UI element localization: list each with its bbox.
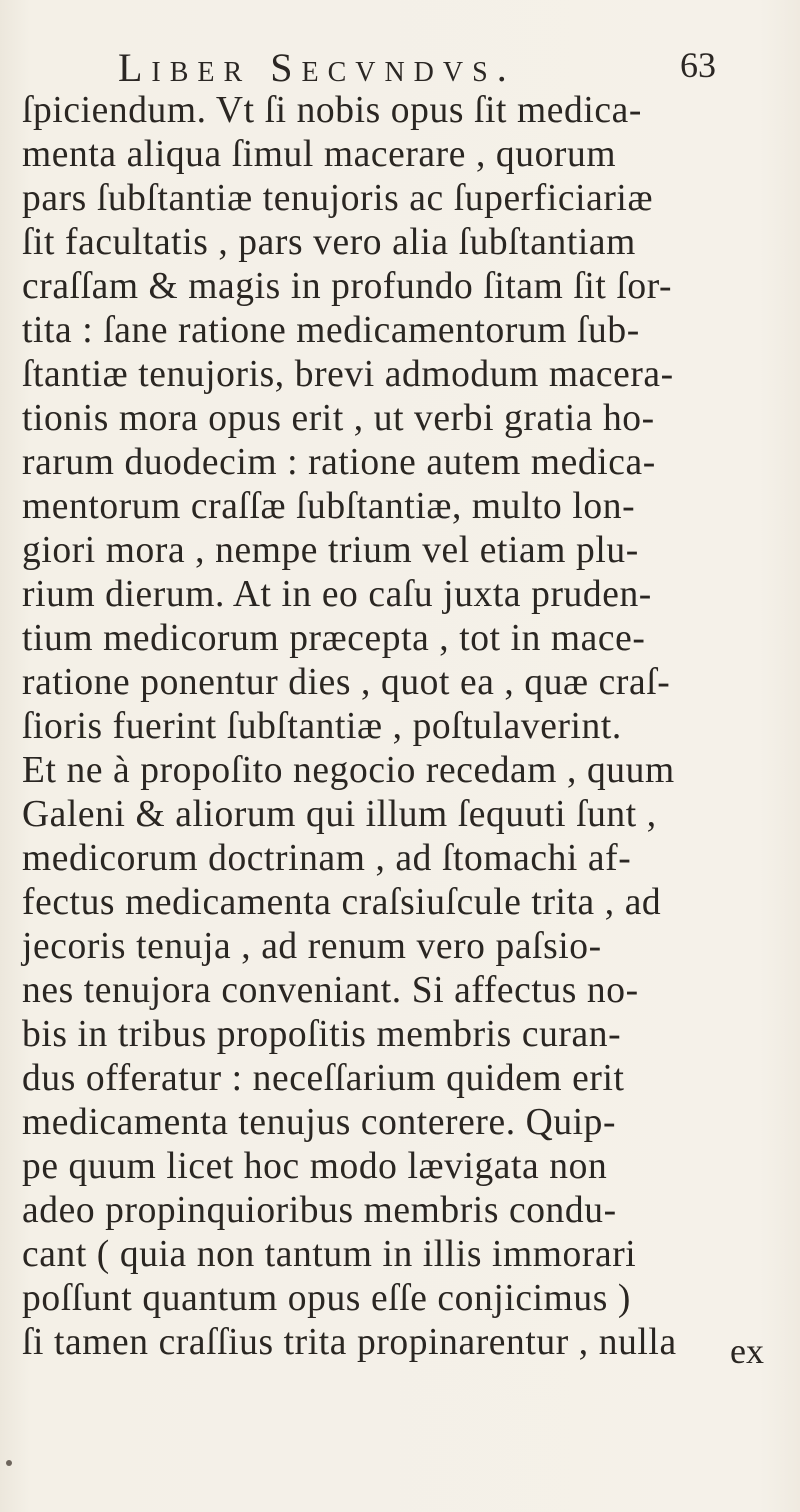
catchword: ex	[730, 1331, 764, 1371]
text-line: Et ne à propoſito negocio recedam , quum	[22, 749, 675, 791]
ink-speck	[6, 1460, 12, 1466]
text-line: ſtantiæ tenujoris, brevi admodum macera-	[22, 353, 674, 395]
text-line: ſi tamen craſſius trita propinarentur , nulla	[22, 1321, 677, 1363]
text-line: rarum duodecim : ratione autem medica-	[22, 441, 656, 483]
running-head: Liber Secvndvs.	[118, 45, 516, 90]
text-line: poſſunt quantum opus eſſe conjicimus )	[22, 1277, 631, 1319]
text-line: cant ( quia non tantum in illis immorari	[22, 1233, 637, 1275]
text-line: nes tenujora conveniant. Si affectus no-	[22, 969, 639, 1011]
text-line: dus offeratur : neceſſarium quidem erit	[22, 1057, 625, 1099]
text-line: ſioris fuerint ſubſtantiæ , poſtulaverint.	[22, 705, 622, 747]
text-line: rium dierum. At in eo caſu juxta pruden-	[22, 573, 652, 615]
text-line: tita : ſane ratione medicamentorum ſub-	[22, 309, 640, 351]
body-text	[22, 88, 792, 1364]
text-line: fectus medicamenta craſsiuſcule trita , ad	[22, 881, 662, 923]
text-line: pars ſubſtantiæ tenujoris ac ſuperficiariæ	[22, 177, 654, 219]
text-line: Galeni & aliorum qui illum ſequuti ſunt ,	[22, 793, 657, 835]
text-line: medicorum doctrinam , ad ſtomachi af-	[22, 837, 632, 879]
text-line: giori mora , nempe trium vel etiam plu-	[22, 529, 639, 571]
text-line: craſſam & magis in profundo ſitam ſit ſor-	[22, 265, 673, 307]
text-line: pe quum licet hoc modo lævigata non	[22, 1145, 608, 1187]
page-number: 63	[680, 45, 716, 85]
text-line: ratione ponentur dies , quot ea , quæ craſ-	[22, 661, 671, 703]
text-line: tium medicorum præcepta , tot in mace-	[22, 617, 646, 659]
text-line: mentorum craſſæ ſubſtantiæ, multo lon-	[22, 485, 636, 527]
text-line: menta aliqua ſimul macerare , quorum	[22, 133, 617, 175]
text-line: bis in tribus propoſitis membris curan-	[22, 1013, 622, 1055]
text-line: adeo propinquioribus membris condu-	[22, 1189, 617, 1231]
text-line: tionis mora opus erit , ut verbi gratia ho-	[22, 397, 655, 439]
text-line: jecoris tenuja , ad renum vero paſsio-	[22, 925, 602, 967]
text-line: medicamenta tenujus conterere. Quip-	[22, 1101, 617, 1143]
text-line: ſit facultatis , pars vero alia ſubſtantiam	[22, 221, 636, 263]
text-line: ſpiciendum. Vt ſi nobis opus ſit medica-	[22, 89, 642, 131]
